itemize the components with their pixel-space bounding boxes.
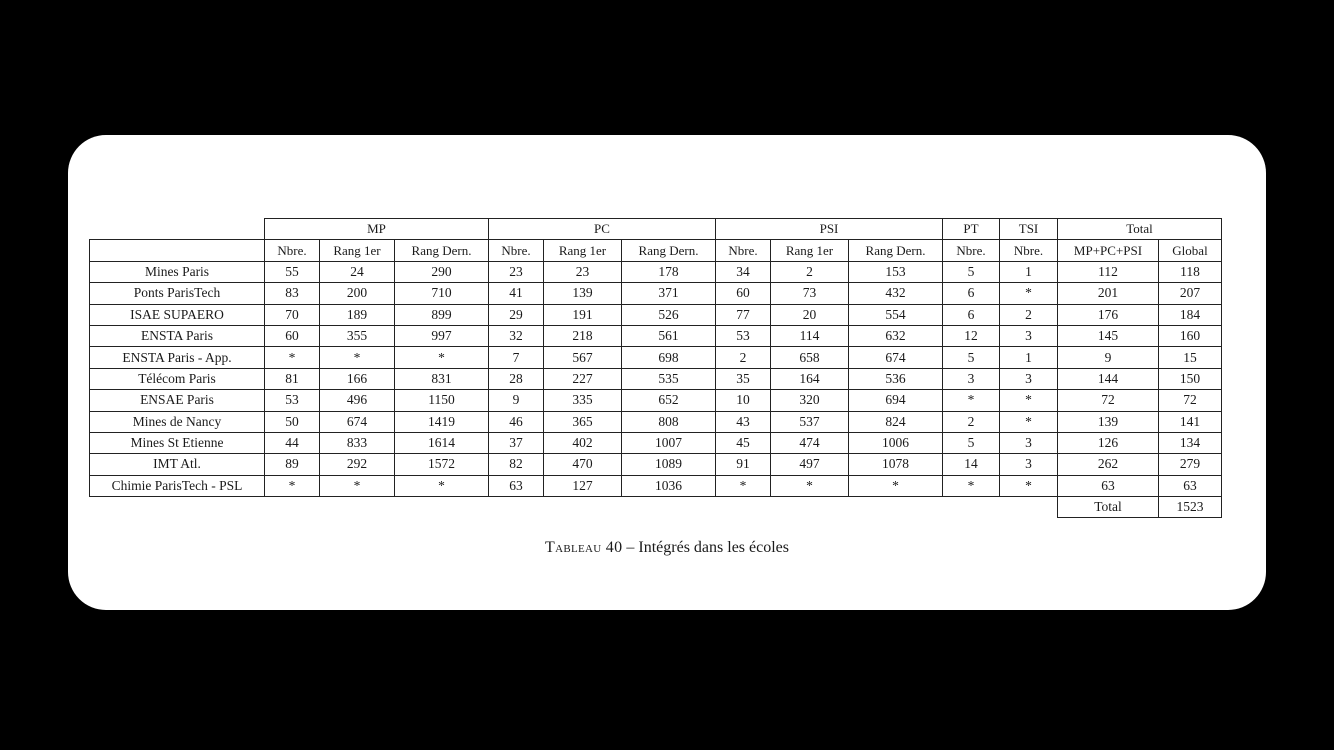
value-cell: 34	[716, 261, 771, 282]
value-cell: 561	[622, 325, 716, 346]
value-cell: *	[1000, 475, 1058, 496]
value-cell: 1572	[395, 454, 489, 475]
value-cell: *	[395, 475, 489, 496]
value-cell: 50	[265, 411, 320, 432]
table-row	[90, 283, 1222, 304]
value-cell: 652	[622, 390, 716, 411]
value-cell: 2	[943, 411, 1000, 432]
subheader-global: Global	[1159, 240, 1222, 261]
value-cell: 134	[1159, 432, 1222, 453]
value-cell: 37	[489, 432, 544, 453]
value-cell: 470	[544, 454, 622, 475]
value-cell: 77	[716, 304, 771, 325]
value-cell: *	[1000, 411, 1058, 432]
value-cell: 41	[489, 283, 544, 304]
school-name-cell: Chimie ParisTech - PSL	[90, 475, 265, 496]
value-cell: 9	[1058, 347, 1159, 368]
value-cell: 200	[320, 283, 395, 304]
value-cell: 1419	[395, 411, 489, 432]
value-cell: 335	[544, 390, 622, 411]
value-cell: 1	[1000, 261, 1058, 282]
value-cell: *	[1000, 390, 1058, 411]
value-cell: 1	[1000, 347, 1058, 368]
value-cell: 554	[849, 304, 943, 325]
value-cell: 178	[622, 261, 716, 282]
value-cell: 29	[489, 304, 544, 325]
value-cell: 833	[320, 432, 395, 453]
subheader-psi-rang-dern: Rang Dern.	[849, 240, 943, 261]
value-cell: 5	[943, 432, 1000, 453]
group-header-pt: PT	[943, 219, 1000, 240]
value-cell: 91	[716, 454, 771, 475]
subheader-tsi-nbre: Nbre.	[1000, 240, 1058, 261]
value-cell: 290	[395, 261, 489, 282]
school-name-cell: ENSTA Paris - App.	[90, 347, 265, 368]
value-cell: 28	[489, 368, 544, 389]
school-name-cell: Télécom Paris	[90, 368, 265, 389]
value-cell: 432	[849, 283, 943, 304]
subheader-pc-rang-1er: Rang 1er	[544, 240, 622, 261]
value-cell: *	[849, 475, 943, 496]
school-name-cell: Ponts ParisTech	[90, 283, 265, 304]
value-cell: 2	[716, 347, 771, 368]
value-cell: 176	[1058, 304, 1159, 325]
value-cell: 262	[1058, 454, 1159, 475]
value-cell: 24	[320, 261, 395, 282]
value-cell: 44	[265, 432, 320, 453]
value-cell: 144	[1058, 368, 1159, 389]
school-name-cell: Mines St Etienne	[90, 432, 265, 453]
value-cell: 15	[1159, 347, 1222, 368]
value-cell: 6	[943, 304, 1000, 325]
value-cell: 164	[771, 368, 849, 389]
table-row	[90, 411, 1222, 432]
table-card	[68, 135, 1266, 610]
value-cell: 32	[489, 325, 544, 346]
value-cell: 12	[943, 325, 1000, 346]
group-header-row	[90, 219, 1222, 240]
value-cell: 82	[489, 454, 544, 475]
value-cell: 6	[943, 283, 1000, 304]
subheader-pc-rang-dern: Rang Dern.	[622, 240, 716, 261]
value-cell: 1078	[849, 454, 943, 475]
school-name-cell: IMT Atl.	[90, 454, 265, 475]
value-cell: 189	[320, 304, 395, 325]
school-name-cell: ENSAE Paris	[90, 390, 265, 411]
value-cell: 73	[771, 283, 849, 304]
value-cell: 899	[395, 304, 489, 325]
subheader-row	[90, 240, 1222, 261]
total-label-cell: Total	[1058, 497, 1159, 518]
value-cell: 153	[849, 261, 943, 282]
value-cell: 674	[849, 347, 943, 368]
value-cell: *	[320, 475, 395, 496]
value-cell: 3	[1000, 368, 1058, 389]
value-cell: 371	[622, 283, 716, 304]
value-cell: 60	[265, 325, 320, 346]
table-row	[90, 390, 1222, 411]
value-cell: 141	[1159, 411, 1222, 432]
value-cell: 674	[320, 411, 395, 432]
value-cell: 3	[1000, 432, 1058, 453]
caption-text: – Intégrés dans les écoles	[622, 539, 789, 556]
subheader-mp-nbre: Nbre.	[265, 240, 320, 261]
school-name-cell: ISAE SUPAERO	[90, 304, 265, 325]
caption-label: Tableau 40	[545, 539, 623, 556]
value-cell: 53	[265, 390, 320, 411]
value-cell: 126	[1058, 432, 1159, 453]
value-cell: 279	[1159, 454, 1222, 475]
value-cell: 496	[320, 390, 395, 411]
school-name-cell: Mines Paris	[90, 261, 265, 282]
value-cell: 997	[395, 325, 489, 346]
value-cell: *	[943, 390, 1000, 411]
value-cell: 3	[943, 368, 1000, 389]
subheader-psi-nbre: Nbre.	[716, 240, 771, 261]
subheader-psi-rang-1er: Rang 1er	[771, 240, 849, 261]
group-header-pc: PC	[489, 219, 716, 240]
table-row	[90, 432, 1222, 453]
value-cell: 5	[943, 261, 1000, 282]
value-cell: 535	[622, 368, 716, 389]
value-cell: 218	[544, 325, 622, 346]
value-cell: 808	[622, 411, 716, 432]
subheader-pt-nbre: Nbre.	[943, 240, 1000, 261]
table-caption	[68, 539, 1266, 557]
value-cell: 1089	[622, 454, 716, 475]
value-cell: 320	[771, 390, 849, 411]
value-cell: 1006	[849, 432, 943, 453]
value-cell: 191	[544, 304, 622, 325]
value-cell: 5	[943, 347, 1000, 368]
value-cell: 9	[489, 390, 544, 411]
value-cell: 831	[395, 368, 489, 389]
table-row	[90, 304, 1222, 325]
value-cell: 497	[771, 454, 849, 475]
value-cell: 145	[1058, 325, 1159, 346]
value-cell: 536	[849, 368, 943, 389]
value-cell: 112	[1058, 261, 1159, 282]
value-cell: 1007	[622, 432, 716, 453]
table-row	[90, 454, 1222, 475]
value-cell: 35	[716, 368, 771, 389]
group-header-total: Total	[1058, 219, 1222, 240]
value-cell: 89	[265, 454, 320, 475]
value-cell: 63	[1159, 475, 1222, 496]
value-cell: *	[716, 475, 771, 496]
value-cell: 23	[489, 261, 544, 282]
value-cell: 10	[716, 390, 771, 411]
value-cell: 7	[489, 347, 544, 368]
value-cell: *	[265, 475, 320, 496]
value-cell: 402	[544, 432, 622, 453]
value-cell: *	[320, 347, 395, 368]
total-row	[90, 497, 1222, 518]
value-cell: 20	[771, 304, 849, 325]
value-cell: 45	[716, 432, 771, 453]
value-cell: 166	[320, 368, 395, 389]
table-row	[90, 475, 1222, 496]
table-row	[90, 261, 1222, 282]
value-cell: 694	[849, 390, 943, 411]
total-value-cell: 1523	[1159, 497, 1222, 518]
value-cell: 72	[1159, 390, 1222, 411]
value-cell: 14	[943, 454, 1000, 475]
subheader-mp-rang-1er: Rang 1er	[320, 240, 395, 261]
value-cell: 46	[489, 411, 544, 432]
value-cell: 824	[849, 411, 943, 432]
value-cell: 72	[1058, 390, 1159, 411]
value-cell: 139	[544, 283, 622, 304]
value-cell: *	[771, 475, 849, 496]
value-cell: 53	[716, 325, 771, 346]
value-cell: 160	[1159, 325, 1222, 346]
value-cell: 2	[771, 261, 849, 282]
value-cell: 114	[771, 325, 849, 346]
value-cell: *	[265, 347, 320, 368]
value-cell: 63	[489, 475, 544, 496]
table-row	[90, 325, 1222, 346]
value-cell: 81	[265, 368, 320, 389]
value-cell: 526	[622, 304, 716, 325]
value-cell: 710	[395, 283, 489, 304]
school-name-cell: ENSTA Paris	[90, 325, 265, 346]
value-cell: *	[395, 347, 489, 368]
value-cell: 43	[716, 411, 771, 432]
value-cell: 55	[265, 261, 320, 282]
group-header-tsi: TSI	[1000, 219, 1058, 240]
value-cell: 1150	[395, 390, 489, 411]
value-cell: 632	[849, 325, 943, 346]
subheader-mp-pc-psi: MP+PC+PSI	[1058, 240, 1159, 261]
value-cell: 3	[1000, 454, 1058, 475]
value-cell: 207	[1159, 283, 1222, 304]
value-cell: 201	[1058, 283, 1159, 304]
schools-table	[89, 218, 1222, 518]
subheader-pc-nbre: Nbre.	[489, 240, 544, 261]
value-cell: 1036	[622, 475, 716, 496]
value-cell: 127	[544, 475, 622, 496]
value-cell: 365	[544, 411, 622, 432]
value-cell: 567	[544, 347, 622, 368]
table-row	[90, 368, 1222, 389]
group-header-psi: PSI	[716, 219, 943, 240]
value-cell: 537	[771, 411, 849, 432]
value-cell: 83	[265, 283, 320, 304]
value-cell: 184	[1159, 304, 1222, 325]
value-cell: 292	[320, 454, 395, 475]
value-cell: 150	[1159, 368, 1222, 389]
school-name-cell: Mines de Nancy	[90, 411, 265, 432]
value-cell: *	[943, 475, 1000, 496]
group-header-mp: MP	[265, 219, 489, 240]
subheader-mp-rang-dern: Rang Dern.	[395, 240, 489, 261]
value-cell: 658	[771, 347, 849, 368]
value-cell: 355	[320, 325, 395, 346]
value-cell: 698	[622, 347, 716, 368]
value-cell: 1614	[395, 432, 489, 453]
table-row	[90, 347, 1222, 368]
value-cell: 227	[544, 368, 622, 389]
corner-cell	[90, 240, 265, 261]
value-cell: 2	[1000, 304, 1058, 325]
value-cell: *	[1000, 283, 1058, 304]
value-cell: 118	[1159, 261, 1222, 282]
value-cell: 139	[1058, 411, 1159, 432]
value-cell: 3	[1000, 325, 1058, 346]
value-cell: 474	[771, 432, 849, 453]
value-cell: 70	[265, 304, 320, 325]
value-cell: 60	[716, 283, 771, 304]
value-cell: 63	[1058, 475, 1159, 496]
value-cell: 23	[544, 261, 622, 282]
